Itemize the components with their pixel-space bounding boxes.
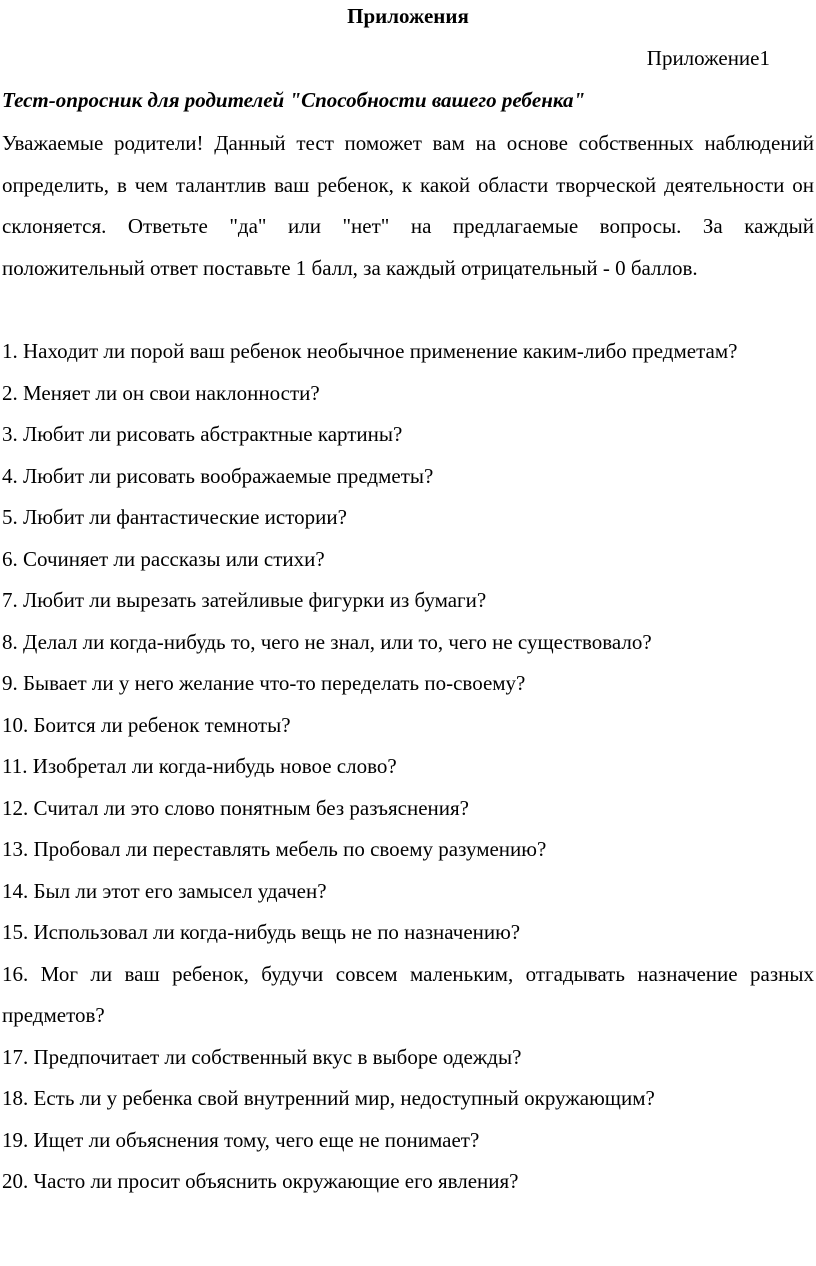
question-item: 12. Считал ли это слово понятным без разъяснения?	[2, 795, 469, 820]
question-list	[2, 331, 814, 1203]
question-item: 7. Любит ли вырезать затейливые фигурки из бумаги?	[2, 588, 487, 612]
question-item: 13. Пробовал ли переставлять мебель по своему разумению?	[2, 837, 547, 861]
question-item: 16. Мог ли ваш ребенок, будучи совсем маленьким, отгадывать назначение разных предметов?	[2, 961, 814, 1027]
section-heading: Приложения	[347, 4, 469, 28]
question-item: 20. Часто ли просит объяснить окружающие его явления?	[2, 1169, 519, 1193]
question-item: 10. Боится ли ребенок темноты?	[2, 712, 291, 737]
question-item: 9. Бывает ли у него желание что-то переделать по-своему?	[2, 671, 526, 695]
question-item: 5. Любит ли фантастические истории?	[2, 505, 347, 529]
question-item: 14. Был ли этот его замысел удачен?	[2, 878, 327, 903]
question-item: 1. Находит ли порой ваш ребенок необычное применение каким-либо предметам?	[2, 339, 738, 363]
question-item: 18. Есть ли у ребенка свой внутренний мир, недоступный окружающим?	[2, 1086, 655, 1110]
appendix-label: Приложение1	[646, 46, 770, 70]
question-item: 3. Любит ли рисовать абстрактные картины?	[2, 422, 403, 446]
question-item: 6. Сочиняет ли рассказы или стихи?	[2, 546, 325, 571]
question-item: 4. Любит ли рисовать воображаемые предметы?	[2, 463, 434, 488]
question-item: 19. Ищет ли объяснения тому, чего еще не понимает?	[2, 1127, 480, 1152]
question-item: 8. Делал ли когда-нибудь то, чего не знал, или то, чего не существовало?	[2, 629, 652, 654]
question-item: 2. Меняет ли он свои наклонности?	[2, 380, 320, 405]
questionnaire-title: Тест-опросник для родителей "Способности вашего ребенка"	[2, 88, 586, 112]
intro-paragraph: Уважаемые родители! Данный тест поможет вам на основе собственных наблюдений определить, в чем талантлив ваш ребенок, к какой области творческой деятельности он склоняется. Ответьте "да" или "нет" на предлагаемые вопросы. За каждый положительный ответ поставьте 1 балл, за каждый отрицательный - 0 баллов.	[2, 131, 814, 280]
question-item: 15. Использовал ли когда-нибудь вещь не по назначению?	[2, 920, 521, 944]
question-item: 17. Предпочитает ли собственный вкус в выборе одежды?	[2, 1044, 522, 1069]
question-item: 11. Изобретал ли когда-нибудь новое слово?	[2, 754, 397, 778]
